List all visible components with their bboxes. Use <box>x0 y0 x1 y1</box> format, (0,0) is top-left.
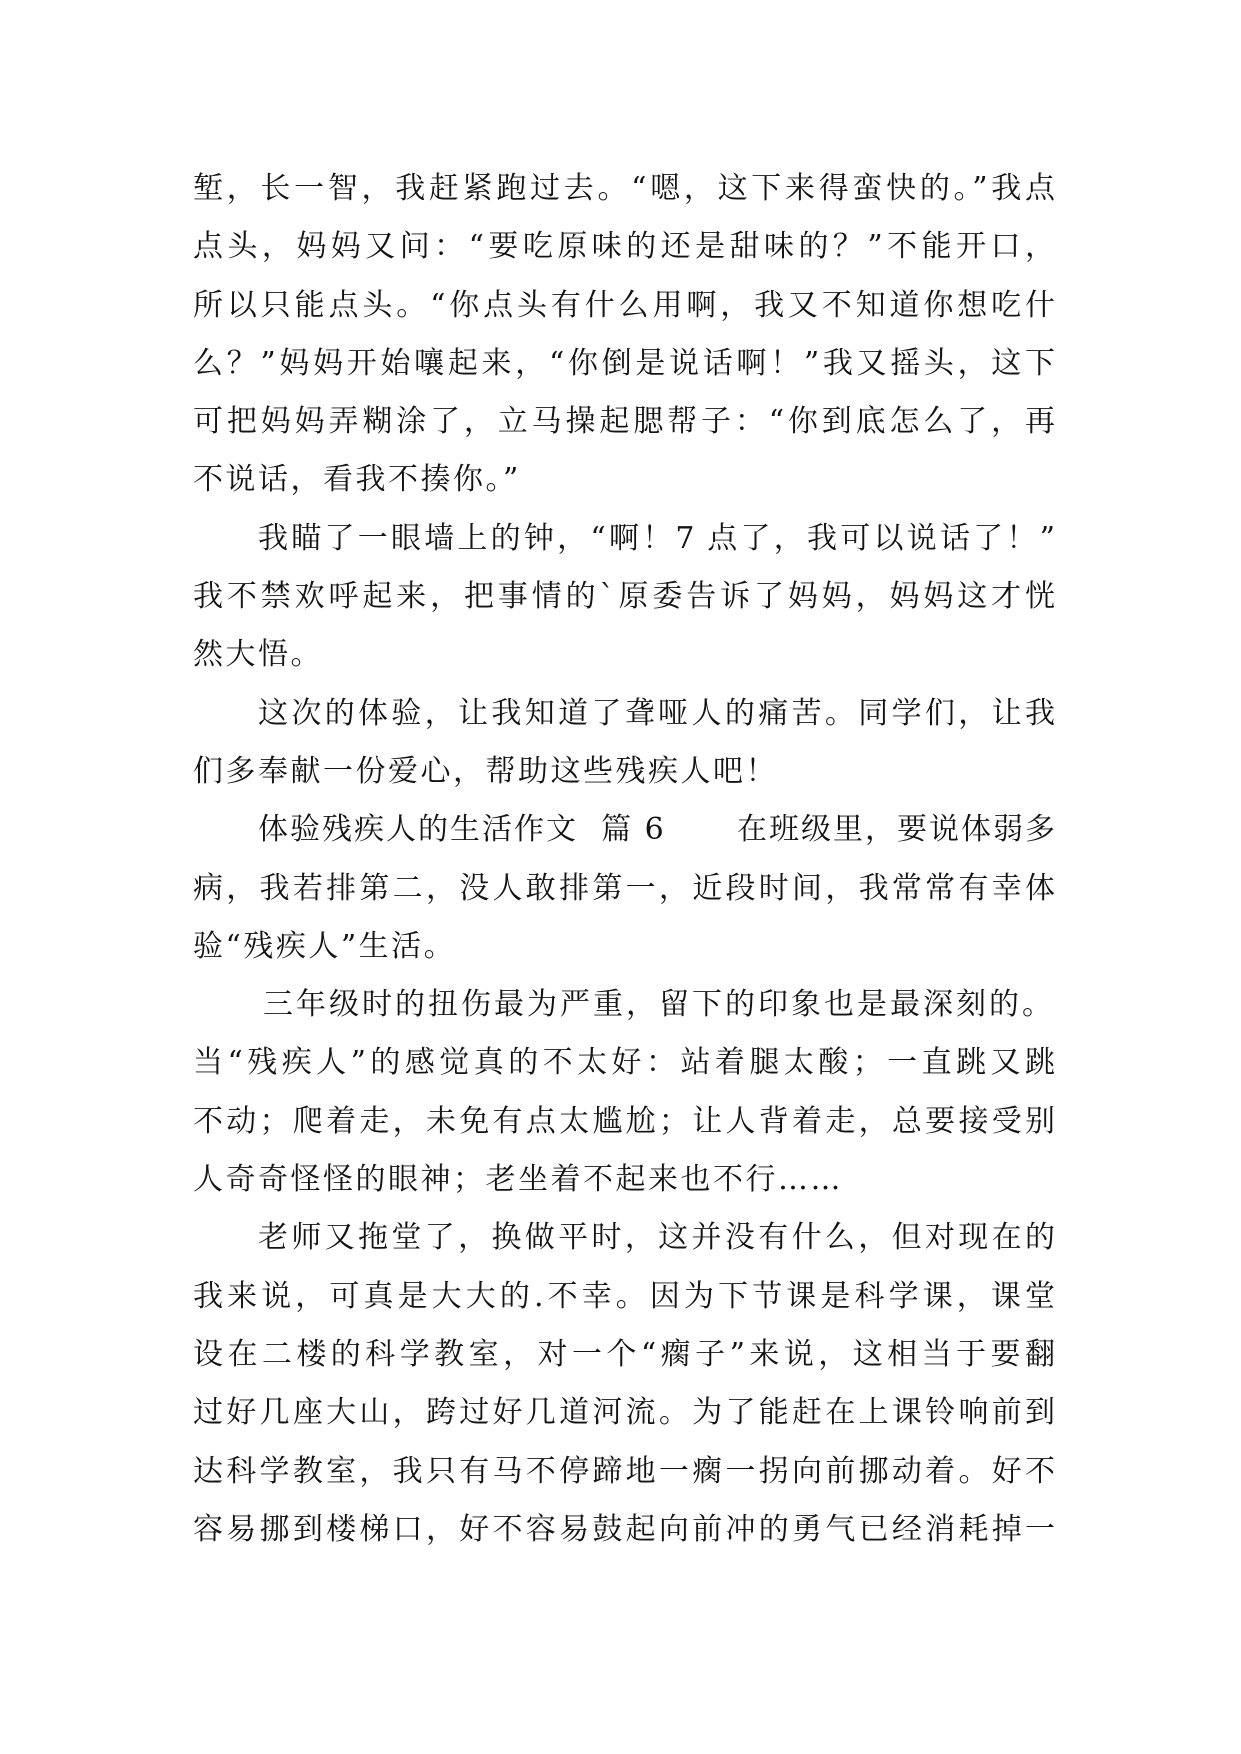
text-line: 容易挪到楼梯口，好不容易鼓起向前冲的勇气已经消耗掉一 <box>193 1511 1055 1547</box>
text-line: 我不禁欢呼起来，把事情的`原委告诉了妈妈，妈妈这才恍 <box>193 579 1055 615</box>
text-line: 当“残疾人”的感觉真的不太好：站着腿太酸；一直跳又跳 <box>193 1045 1055 1081</box>
text-line: 点头，妈妈又问：“要吃原味的还是甜味的？”不能开口， <box>193 229 1055 265</box>
text-line: 么？”妈妈开始嚷起来，“你倒是说话啊！”我又摇头，这下 <box>193 345 1055 381</box>
text-line: 人奇奇怪怪的眼神；老坐着不起来也不行…… <box>193 1162 843 1198</box>
text-line: 设在二楼的科学教室，对一个“瘸子”来说，这相当于要翻 <box>193 1336 1055 1372</box>
text-segment: 在班级里，要说体弱多 <box>737 812 1057 848</box>
text-line: 病，我若排第二，没人敢排第一，近段时间，我常常有幸体 <box>193 870 1055 906</box>
text-line: 我瞄了一眼墙上的钟，“啊！7 点了，我可以说话了！” <box>258 520 1055 556</box>
text-line: 堑，长一智，我赶紧跑过去。“嗯，这下来得蛮快的。”我点 <box>193 171 1055 206</box>
text-line: 不动；爬着走，未免有点太尴尬；让人背着走，总要接受别 <box>193 1103 1055 1139</box>
text-line: 可把妈妈弄糊涂了，立马操起腮帮子：“你到底怎么了，再 <box>193 404 1055 440</box>
article-heading: 体验残疾人的生活作文 篇 6 <box>258 812 666 848</box>
text-line: 然大悟。 <box>193 637 323 673</box>
text-line: 我来说，可真是大大的.不幸。因为下节课是科学课，课堂 <box>193 1278 1055 1314</box>
text-line: 达科学教室，我只有马不停蹄地一瘸一拐向前挪动着。好不 <box>193 1453 1055 1489</box>
body-text <box>193 160 1055 1559</box>
text-line: 验“残疾人”生活。 <box>193 928 457 964</box>
text-line: 老师又拖堂了，换做平时，这并没有什么，但对现在的 <box>258 1220 1055 1256</box>
text-line: 过好几座大山，跨过好几道河流。为了能赶在上课铃响前到 <box>193 1395 1055 1431</box>
text-line: 不说话，看我不揍你。” <box>193 462 521 498</box>
text-line: 这次的体验，让我知道了聋哑人的痛苦。同学们，让我 <box>258 695 1055 731</box>
text-line: 们多奉献一份爱心，帮助这些残疾人吧！ <box>193 753 778 789</box>
text-line: 三年级时的扭伤最为严重，留下的印象也是最深刻的。 <box>263 987 1055 1023</box>
text-line <box>193 801 1055 859</box>
text-line: 所以只能点头。“你点头有什么用啊，我又不知道你想吃什 <box>193 287 1055 323</box>
